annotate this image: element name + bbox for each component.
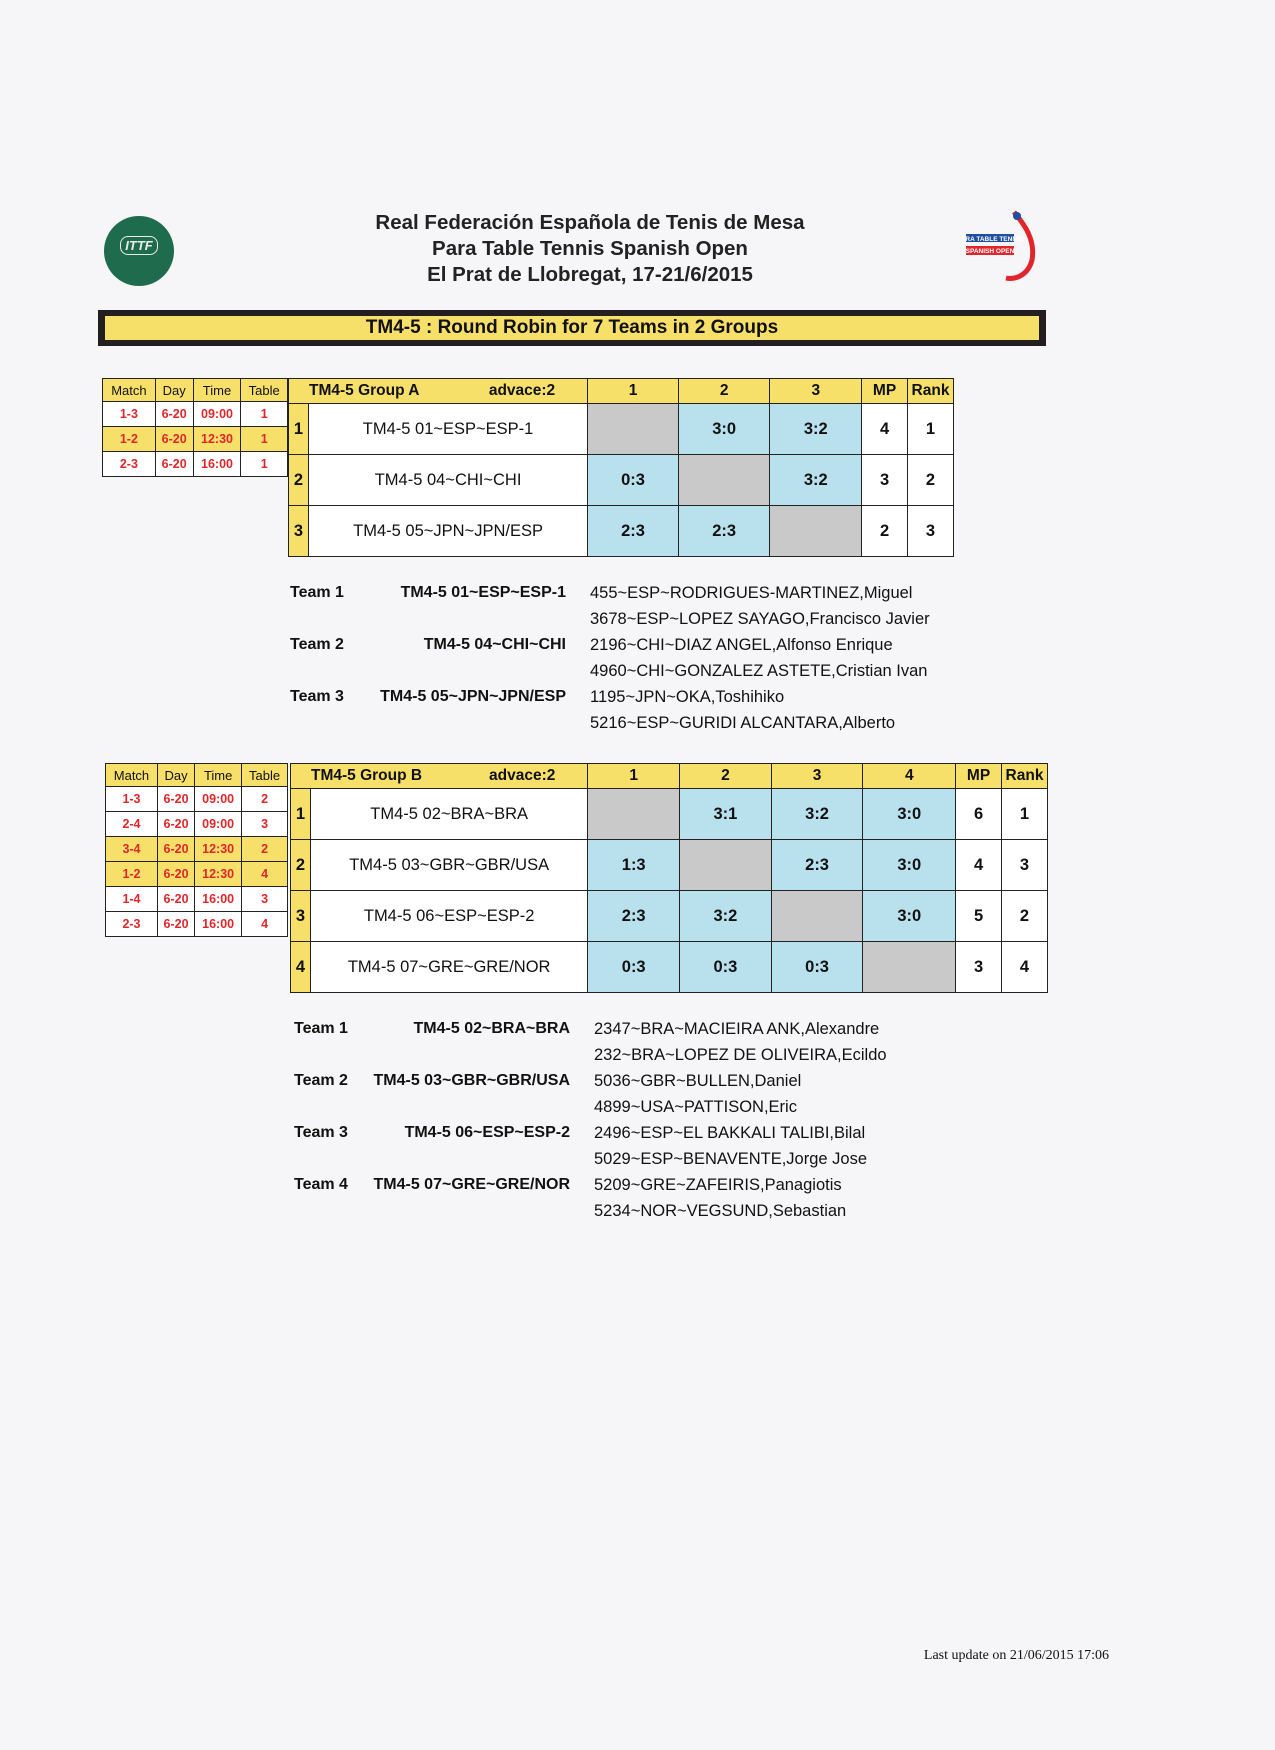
rank: 4 xyxy=(1001,942,1047,993)
column-header: 1 xyxy=(588,379,679,404)
roster-team xyxy=(290,684,1010,736)
group-a-header-row xyxy=(289,379,954,404)
team-number: 2 xyxy=(289,455,309,506)
schedule-time: 09:00 xyxy=(195,787,242,812)
schedule-day: 6-20 xyxy=(157,787,194,812)
roster-team-label xyxy=(294,1120,594,1146)
team-row xyxy=(291,891,1048,942)
schedule-time: 16:00 xyxy=(195,887,242,912)
match-points: 3 xyxy=(862,455,908,506)
score-cell: 3:2 xyxy=(771,789,863,840)
schedule-table: 2 xyxy=(242,837,288,862)
player-name: 455~ESP~RODRIGUES-MARTINEZ,Miguel xyxy=(590,584,913,602)
schedule-day: 6-20 xyxy=(155,402,193,427)
score-cell xyxy=(678,455,770,506)
group-b-name: TM4-5 Group B xyxy=(311,767,423,784)
player-name: 5234~NOR~VEGSUND,Sebastian xyxy=(594,1202,847,1220)
score-cell xyxy=(770,506,862,557)
group-b-title-cell xyxy=(291,764,588,789)
header-line-2: Para Table Tennis Spanish Open xyxy=(432,237,748,260)
match-points: 3 xyxy=(956,942,1002,993)
group-a-name: TM4-5 Group A xyxy=(309,382,420,399)
roster-team-label xyxy=(290,580,590,606)
team-number: 4 xyxy=(291,942,311,993)
schedule-row xyxy=(106,912,288,937)
team-code: TM4-5 05~JPN~JPN/ESP xyxy=(380,688,566,705)
group-a-rows xyxy=(289,404,954,557)
player-list xyxy=(594,1068,801,1120)
column-header: MP xyxy=(956,764,1002,789)
group-b-table xyxy=(290,763,1048,993)
column-header: 3 xyxy=(770,379,862,404)
column-header: 2 xyxy=(678,379,770,404)
group-b-schedule xyxy=(105,763,288,937)
group-a-table xyxy=(288,378,954,557)
rank: 1 xyxy=(907,404,953,455)
roster-team xyxy=(294,1172,1014,1224)
schedule-row xyxy=(103,452,288,477)
score-cell: 3:0 xyxy=(863,840,956,891)
player-name: 1195~JPN~OKA,Toshihiko xyxy=(590,688,785,706)
open-logo-line-2: SPANISH OPEN xyxy=(965,248,1015,255)
match-points: 2 xyxy=(862,506,908,557)
roster-team-label xyxy=(290,684,590,710)
score-cell: 3:0 xyxy=(863,789,956,840)
score-cell: 3:0 xyxy=(678,404,770,455)
player-name: 4899~USA~PATTISON,Eric xyxy=(594,1098,797,1116)
team-code: TM4-5 04~CHI~CHI xyxy=(423,636,566,653)
score-cell: 2:3 xyxy=(771,840,863,891)
team-code: TM4-5 02~BRA~BRA xyxy=(413,1020,570,1037)
match-points: 6 xyxy=(956,789,1002,840)
score-cell: 0:3 xyxy=(588,942,680,993)
schedule-time: 16:00 xyxy=(193,452,241,477)
player-list xyxy=(590,684,895,736)
team-name: TM4-5 02~BRA~BRA xyxy=(310,789,587,840)
column-header: MP xyxy=(862,379,908,404)
schedule-header: Day xyxy=(157,764,194,787)
team-label: Team 1 xyxy=(290,584,344,601)
team-number: 1 xyxy=(291,789,311,840)
match-points: 4 xyxy=(862,404,908,455)
column-header: 1 xyxy=(588,764,680,789)
player-name: 5036~GBR~BULLEN,Daniel xyxy=(594,1072,802,1090)
player-name: 2496~ESP~EL BAKKALI TALIBI,Bilal xyxy=(594,1124,866,1142)
schedule-time: 12:30 xyxy=(195,862,242,887)
group-b-advance: advace:2 xyxy=(489,767,556,784)
score-cell: 3:2 xyxy=(680,891,772,942)
team-label: Team 1 xyxy=(294,1020,348,1037)
open-logo-line-1: PARA TABLE TENNIS xyxy=(962,236,1024,243)
team-label: Team 3 xyxy=(294,1124,348,1141)
rank: 3 xyxy=(1001,840,1047,891)
team-code: TM4-5 01~ESP~ESP-1 xyxy=(400,584,566,601)
schedule-header: Time xyxy=(193,379,241,402)
group-a-schedule-body xyxy=(103,402,288,477)
team-name: TM4-5 03~GBR~GBR/USA xyxy=(310,840,587,891)
schedule-match: 2-3 xyxy=(106,912,158,937)
schedule-day: 6-20 xyxy=(155,427,193,452)
score-cell: 0:3 xyxy=(588,455,679,506)
schedule-row xyxy=(106,812,288,837)
schedule-match: 1-4 xyxy=(106,887,158,912)
roster-team xyxy=(290,580,1010,632)
team-row xyxy=(289,455,954,506)
roster-team-label xyxy=(294,1172,594,1198)
roster-team xyxy=(294,1016,1014,1068)
schedule-time: 16:00 xyxy=(195,912,242,937)
team-label: Team 4 xyxy=(294,1176,348,1193)
roster-team xyxy=(294,1068,1014,1120)
schedule-day: 6-20 xyxy=(157,887,194,912)
team-label: Team 2 xyxy=(290,636,344,653)
ittf-logo xyxy=(104,216,174,286)
score-cell: 3:1 xyxy=(680,789,772,840)
team-row xyxy=(291,789,1048,840)
schedule-day: 6-20 xyxy=(157,837,194,862)
rank: 1 xyxy=(1001,789,1047,840)
column-header: Rank xyxy=(907,379,953,404)
schedule-header: Match xyxy=(106,764,158,787)
score-cell: 1:3 xyxy=(588,840,680,891)
team-name: TM4-5 05~JPN~JPN/ESP xyxy=(308,506,587,557)
group-b-schedule-body xyxy=(106,787,288,937)
schedule-table: 1 xyxy=(241,402,288,427)
schedule-row xyxy=(106,862,288,887)
group-b-roster xyxy=(294,1016,1014,1224)
column-header: 4 xyxy=(863,764,956,789)
score-cell: 2:3 xyxy=(678,506,770,557)
team-number: 3 xyxy=(289,506,309,557)
player-name: 232~BRA~LOPEZ DE OLIVEIRA,Ecildo xyxy=(594,1046,887,1064)
team-code: TM4-5 03~GBR~GBR/USA xyxy=(373,1072,570,1089)
schedule-match: 1-2 xyxy=(106,862,158,887)
team-name: TM4-5 01~ESP~ESP-1 xyxy=(308,404,587,455)
score-cell: 2:3 xyxy=(588,506,679,557)
schedule-table: 2 xyxy=(242,787,288,812)
player-name: 2196~CHI~DIAZ ANGEL,Alfonso Enrique xyxy=(590,636,893,654)
column-header: 3 xyxy=(771,764,863,789)
roster-team-label xyxy=(294,1068,594,1094)
column-header: Rank xyxy=(1001,764,1047,789)
team-code: TM4-5 07~GRE~GRE/NOR xyxy=(373,1176,570,1193)
score-cell: 2:3 xyxy=(588,891,680,942)
player-list xyxy=(594,1172,846,1224)
schedule-match: 1-3 xyxy=(103,402,156,427)
player-name: 4960~CHI~GONZALEZ ASTETE,Cristian Ivan xyxy=(590,662,928,680)
group-b-header-row xyxy=(291,764,1048,789)
score-cell xyxy=(680,840,772,891)
team-name: TM4-5 06~ESP~ESP-2 xyxy=(310,891,587,942)
schedule-table: 1 xyxy=(241,452,288,477)
schedule-day: 6-20 xyxy=(157,812,194,837)
team-row xyxy=(289,506,954,557)
score-cell xyxy=(771,891,863,942)
player-name: 2347~BRA~MACIEIRA ANK,Alexandre xyxy=(594,1020,880,1038)
schedule-header: Match xyxy=(103,379,156,402)
page-title: TM4-5 : Round Robin for 7 Teams in 2 Groups xyxy=(104,315,1040,341)
team-label: Team 3 xyxy=(290,688,344,705)
schedule-row xyxy=(106,837,288,862)
roster-team-label xyxy=(294,1016,594,1042)
rank: 3 xyxy=(907,506,953,557)
spanish-open-logo xyxy=(962,208,1052,284)
player-name: 3678~ESP~LOPEZ SAYAGO,Francisco Javier xyxy=(590,610,930,628)
schedule-match: 3-4 xyxy=(106,837,158,862)
match-points: 4 xyxy=(956,840,1002,891)
schedule-header: Table xyxy=(241,379,288,402)
score-cell: 0:3 xyxy=(680,942,772,993)
group-a-advance: advace:2 xyxy=(488,382,556,399)
roster-team xyxy=(290,632,1010,684)
schedule-day: 6-20 xyxy=(157,862,194,887)
header-line-3: El Prat de Llobregat, 17-21/6/2015 xyxy=(427,263,753,286)
schedule-table: 3 xyxy=(242,812,288,837)
schedule-day: 6-20 xyxy=(155,452,193,477)
player-list xyxy=(590,632,927,684)
player-list xyxy=(594,1016,887,1068)
team-label: Team 2 xyxy=(294,1072,348,1089)
team-name: TM4-5 04~CHI~CHI xyxy=(308,455,587,506)
schedule-row xyxy=(103,427,288,452)
score-cell xyxy=(863,942,956,993)
player-name: 5209~GRE~ZAFEIRIS,Panagiotis xyxy=(594,1176,842,1194)
column-header: 2 xyxy=(680,764,772,789)
team-code: TM4-5 06~ESP~ESP-2 xyxy=(404,1124,570,1141)
team-number: 2 xyxy=(291,840,311,891)
ittf-logo-text: ITTF xyxy=(120,236,157,255)
page-header xyxy=(290,210,890,288)
last-update: Last update on 21/06/2015 17:06 xyxy=(923,1648,1109,1663)
schedule-time: 09:00 xyxy=(193,402,241,427)
player-name: 5029~ESP~BENAVENTE,Jorge Jose xyxy=(594,1150,868,1168)
player-list xyxy=(594,1120,867,1172)
score-cell xyxy=(588,404,679,455)
schedule-time: 12:30 xyxy=(193,427,241,452)
team-name: TM4-5 07~GRE~GRE/NOR xyxy=(310,942,587,993)
schedule-time: 09:00 xyxy=(195,812,242,837)
group-a-roster xyxy=(290,580,1010,736)
team-number: 3 xyxy=(291,891,311,942)
group-a-schedule xyxy=(102,378,288,477)
score-cell: 3:0 xyxy=(863,891,956,942)
team-row xyxy=(291,840,1048,891)
team-number: 1 xyxy=(289,404,309,455)
schedule-row xyxy=(106,887,288,912)
match-points: 5 xyxy=(956,891,1002,942)
score-cell: 3:2 xyxy=(770,455,862,506)
group-a-title-cell xyxy=(289,379,588,404)
roster-team xyxy=(294,1120,1014,1172)
schedule-match: 2-3 xyxy=(103,452,156,477)
team-row xyxy=(291,942,1048,993)
player-name: 5216~ESP~GURIDI ALCANTARA,Alberto xyxy=(590,714,896,732)
score-cell: 0:3 xyxy=(771,942,863,993)
team-row xyxy=(289,404,954,455)
header-line-1: Real Federación Española de Tenis de Mesa xyxy=(375,211,805,234)
schedule-match: 2-4 xyxy=(106,812,158,837)
group-b-rows xyxy=(291,789,1048,993)
rank: 2 xyxy=(1001,891,1047,942)
schedule-header: Time xyxy=(195,764,242,787)
schedule-row xyxy=(106,787,288,812)
schedule-match: 1-2 xyxy=(103,427,156,452)
player-list xyxy=(590,580,930,632)
schedule-header: Day xyxy=(155,379,193,402)
schedule-table: 3 xyxy=(242,887,288,912)
schedule-day: 6-20 xyxy=(157,912,194,937)
schedule-match: 1-3 xyxy=(106,787,158,812)
schedule-table: 4 xyxy=(242,862,288,887)
schedule-header: Table xyxy=(242,764,288,787)
score-cell: 3:2 xyxy=(770,404,862,455)
schedule-time: 12:30 xyxy=(195,837,242,862)
rank: 2 xyxy=(907,455,953,506)
score-cell xyxy=(588,789,680,840)
schedule-table: 4 xyxy=(242,912,288,937)
schedule-row xyxy=(103,402,288,427)
roster-team-label xyxy=(290,632,590,658)
schedule-table: 1 xyxy=(241,427,288,452)
